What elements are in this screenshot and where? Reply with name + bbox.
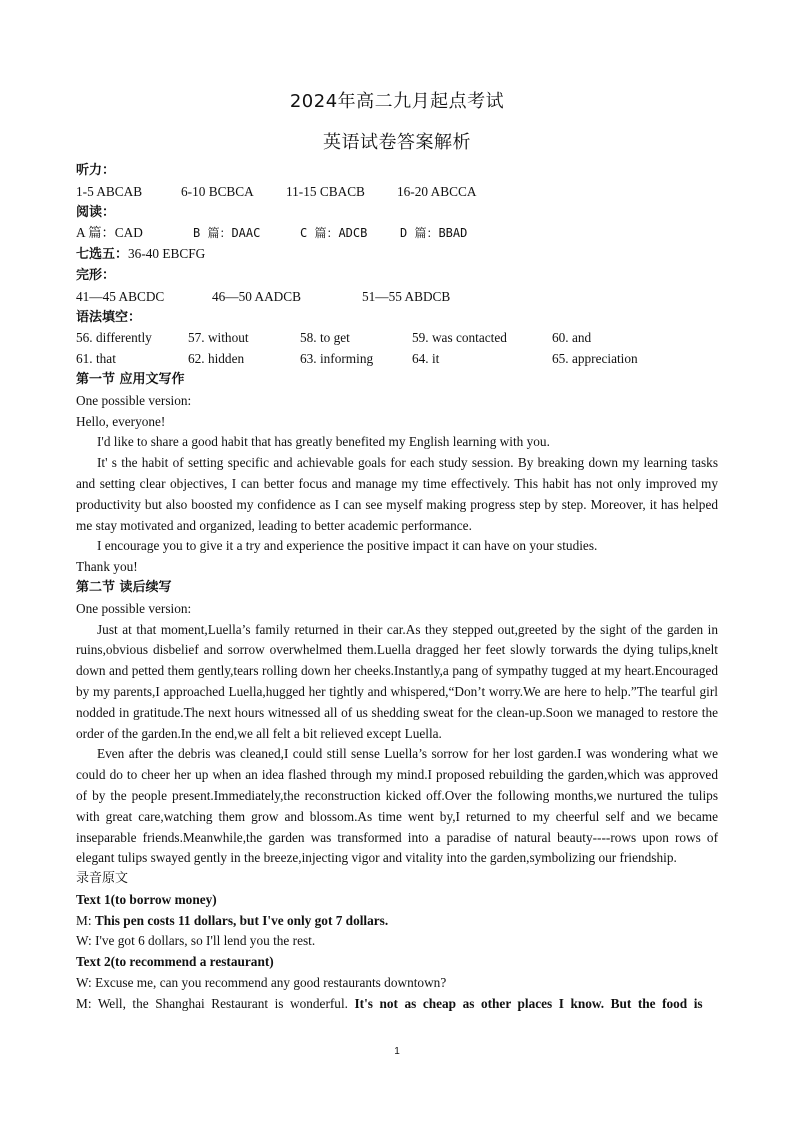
speaker-label: M: — [76, 912, 95, 928]
listening-answer: 11-15 CBACB — [286, 183, 365, 199]
reading-answers — [76, 223, 718, 244]
listening-answers — [76, 182, 718, 203]
text1-man-line — [76, 911, 718, 932]
cloze-answers — [76, 287, 718, 308]
grammar-row-1 — [76, 328, 718, 349]
grammar-row-2 — [76, 349, 718, 370]
reading-answer-a: A 篇：CAD — [76, 225, 143, 241]
speaker-label: M: — [76, 995, 98, 1011]
grammar-answer: 62. hidden — [188, 351, 245, 367]
writing2-intro: One possible version: — [76, 600, 192, 616]
writing1-paragraph: I encourage you to give it a try and experience the positive impact it can have on your studies. — [97, 538, 598, 554]
text2-man-line — [76, 994, 718, 1015]
reading-answer-b: B 篇：DAAC — [193, 226, 261, 241]
grammar-answer: 64. it — [412, 351, 440, 367]
writing2-heading: 第二节 读后续写 — [76, 579, 172, 595]
text1-title: Text 1(to borrow money) — [76, 891, 217, 907]
seven-answers: 36-40 EBCFG — [128, 246, 206, 262]
writing1-intro: One possible version: — [76, 392, 192, 408]
writing1-closing: Thank you! — [76, 559, 138, 575]
reading-heading: 阅读： — [76, 204, 116, 220]
cloze-answer: 51—55 ABDCB — [362, 288, 451, 304]
cloze-answer: 41—45 ABCDC — [76, 288, 165, 304]
grammar-answer: 59. was contacted — [412, 330, 507, 346]
transcript-heading: 录音原文 — [76, 871, 129, 887]
grammar-answer: 58. to get — [300, 330, 350, 346]
seven-label: 七选五： — [76, 247, 129, 263]
document-body — [76, 161, 718, 1015]
text1-man-speech: This pen costs 11 dollars, but I've only got 7 dollars. — [94, 912, 389, 928]
text2-man-speech-bold: It's not as cheap as other places I know. But the food is — [354, 995, 703, 1011]
grammar-answer: 63. informing — [300, 351, 374, 367]
document-subtitle: 英语试卷答案解析 — [323, 132, 471, 153]
grammar-answer: 65. appreciation — [552, 351, 638, 367]
writing1-paragraph: I'd like to share a good habit that has greatly benefited my English learning with you. — [97, 434, 550, 450]
seven-choose-five — [76, 244, 718, 266]
listening-answer: 16-20 ABCCA — [397, 183, 477, 199]
listening-answer: 6-10 BCBCA — [181, 183, 254, 199]
grammar-answer: 57. without — [188, 330, 249, 346]
document-title: 2024年高二九月起点考试 — [289, 91, 505, 112]
writing1-paragraph: It' s the habit of setting specific and achievable goals for each study session. By breaking down my learning tasks and setting clear objectives, I can better focus and manage my time effectively. This habit has not only improved my productivity but also boosted my confidence as I can see myself making progress step by step. Moreover, it has helped me stay motivated and organized, leading to better academic performance. — [76, 455, 718, 533]
writing1-heading: 第一节 应用文写作 — [76, 371, 185, 387]
cloze-answer: 46—50 AADCB — [212, 288, 302, 304]
writing2-paragraph: Even after the debris was cleaned,I could still sense Luella’s sorrow for her lost garden.I was wondering what we could do to cheer her up when an idea flashed through my mind.I proposed rebuilding the garden,which was approved of by the people present.Immediately,the reconstruction kicked off.Over the following months,we nurtured the tulips with great care,watching them grow and blossom.As time went by,I returned to my cheerful self and we became inseparable friends.Meanwhile,the garden was transformed into a paradise of natural beauty----rows upon rows of elegant tulips swayed gently in the breeze,injecting vigor and vitality into the garden,symbolizing our friendship. — [76, 746, 718, 866]
reading-answer-d: D 篇：BBAD — [400, 226, 468, 241]
grammar-answer: 60. and — [552, 330, 592, 346]
listening-answer: 1-5 ABCAB — [76, 183, 143, 199]
cloze-heading: 完形： — [76, 267, 116, 283]
text1-woman-line: W: I've got 6 dollars, so I'll lend you the rest. — [76, 933, 316, 949]
text2-woman-line: W: Excuse me, can you recommend any good restaurants downtown? — [76, 975, 447, 991]
grammar-answer: 61. that — [76, 351, 116, 367]
text2-man-speech: Well, the Shanghai Restaurant is wonderful. — [97, 995, 355, 1011]
page-number: 1 — [394, 1046, 400, 1057]
reading-answer-c: C 篇：ADCB — [300, 226, 368, 241]
listening-heading: 听力： — [76, 163, 116, 178]
writing2-paragraph: Just at that moment,Luella’s family returned in their car.As they stepped out,greeted by the sight of the garden in ruins,obvious disbelief and sorrow overwhelmed them.Luella dragged her feet slowly torwards the dying tulips,knelt down and petted them gently,tears rolling down her cheeks.Instantly,a pang of sympathy tugged at my heart.Encouraged by my parents,I approached Luella,hugged her tightly and whispered,“Don’t worry.We are here to help.”The tearful girl nodded in gratitude.The next hours witnessed all of us shedding sweat for the clean-up.Soon we managed to restore the order of the garden.In the end,we all felt a bit relieved except Luella. — [76, 621, 718, 741]
text2-title: Text 2(to recommend a restaurant) — [76, 954, 274, 970]
writing1-greeting: Hello, everyone! — [76, 413, 166, 429]
grammar-answer: 56. differently — [76, 330, 152, 346]
grammar-heading: 语法填空： — [76, 309, 142, 325]
